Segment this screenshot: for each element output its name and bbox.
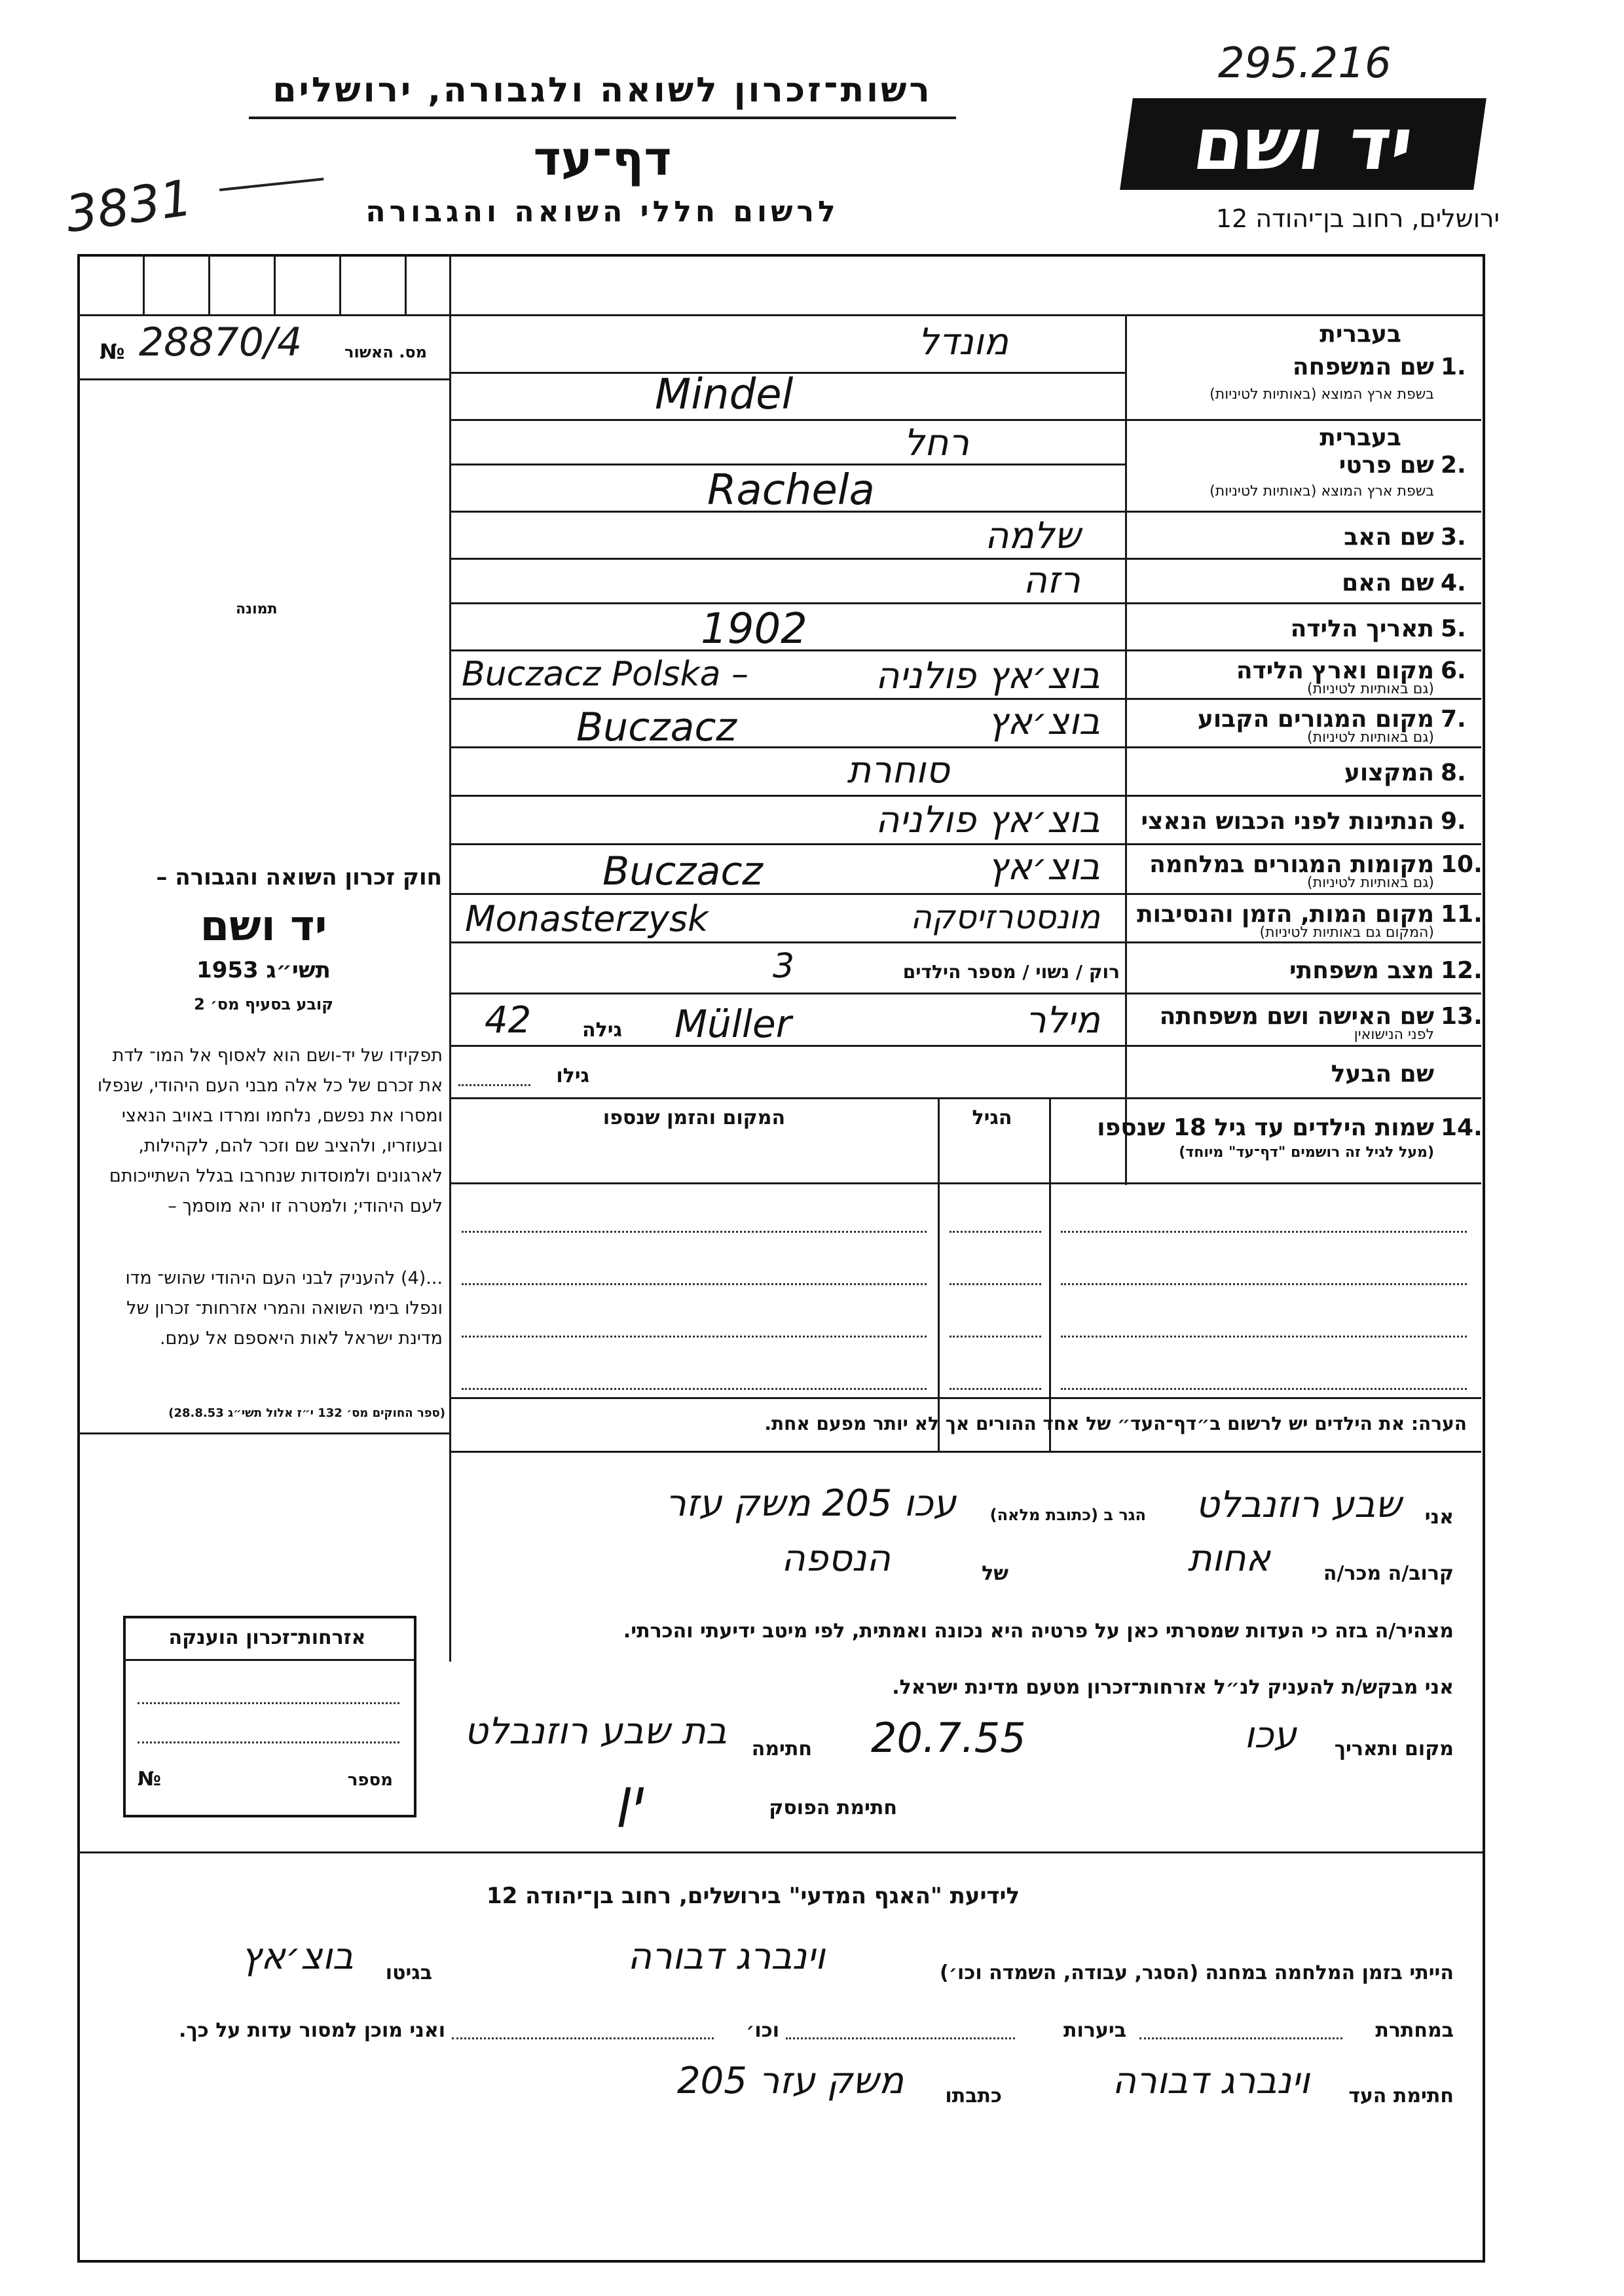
child-row <box>1061 1231 1467 1233</box>
strip-divider <box>339 254 341 314</box>
field-6-hebrew: בוצ׳אץ פולניה <box>875 655 1100 697</box>
strip-divider <box>274 254 276 314</box>
field-8-number: 8. <box>1441 759 1466 786</box>
decl-of-label: של <box>982 1562 1008 1585</box>
field-13-latin: Müller <box>674 1002 792 1046</box>
field-3-number: 3. <box>1441 524 1466 551</box>
top-left-code: 3831 <box>62 168 196 244</box>
top-right-number: 295.216 <box>1218 39 1392 88</box>
field-1-hebrew: מונדל <box>917 321 1008 363</box>
field-2-label: שם פרטי <box>1338 452 1434 479</box>
child-row <box>462 1336 927 1338</box>
info-ghetto-value: בוצ׳אץ <box>241 1935 354 1978</box>
row-line <box>451 649 1481 651</box>
field-11-hebrew: מונסטרזיסקה <box>910 898 1100 936</box>
law-year: תשי״ג 1953 <box>196 957 331 983</box>
row-line <box>451 698 1481 700</box>
field-4-value: רזה <box>1023 559 1080 602</box>
field-11-number: 11. <box>1441 901 1483 928</box>
field-5-label: תאריך הלידה <box>1290 615 1434 642</box>
field-7-number: 7. <box>1441 706 1466 733</box>
field-7-hebrew: בוצ׳אץ <box>987 701 1100 743</box>
decl-signature: בת שבע רוזנבלט <box>464 1710 727 1753</box>
child-row <box>1061 1336 1467 1338</box>
field-9-label: הנתינות לפני הכבוש הנאצי <box>1141 808 1434 835</box>
decl-witness-name: שבע רוזנבלט <box>1195 1484 1401 1526</box>
info-hiding-dots <box>1139 2037 1342 2039</box>
field-1-label: שם המשפחה <box>1292 354 1434 380</box>
field-13-sub: לפני הנישואין <box>1354 1027 1434 1043</box>
field-2-heading: בעברית <box>1320 424 1401 451</box>
field-13-label: שם האישה ושם משפחתה <box>1159 1003 1434 1030</box>
field-2-latin: Rachela <box>707 466 875 515</box>
children-header-line <box>451 1182 1481 1184</box>
child-row <box>950 1231 1041 1233</box>
child-row <box>1061 1283 1467 1285</box>
info-ready-label: ואני מוכן למסור עדות על כך. <box>179 2019 445 2042</box>
decl-relation: אחות <box>1187 1537 1270 1580</box>
children-label: שמות הילדים עד גיל 18 שנספו <box>1097 1114 1434 1141</box>
child-row <box>950 1388 1041 1390</box>
citizenship-line <box>138 1741 399 1743</box>
field-10-number: 10. <box>1441 851 1483 878</box>
record-number: 28870/4 <box>139 319 303 365</box>
decl-place: עכו <box>1244 1714 1297 1757</box>
note-top-line <box>451 1397 1481 1399</box>
info-ghetto-label: בגיטו <box>385 1961 432 1984</box>
field-1-sub: בשפת ארץ המוצא (באותיות לטיניות) <box>1209 386 1434 403</box>
children-col-place: המקום והזמן שנספו <box>602 1106 786 1129</box>
decl-resident-label: הגר ב (כתובת מלאה) <box>989 1506 1146 1524</box>
decl-signature-label: חתימה <box>751 1738 812 1760</box>
info-sig-label: חתימת העד <box>1348 2085 1454 2107</box>
field-5-number: 5. <box>1441 615 1466 642</box>
field-13-age-label: גילה <box>582 1019 622 1042</box>
field-10-latin: Buczacz <box>602 848 763 894</box>
husband-age-dots <box>458 1084 530 1086</box>
law-text: תפקידו של יד-ושם הוא לאסוף אל המו־ לדת את זכרם של כל אלה מבני העם היהודי, שנפלו ומסרו את נפשם, נלחמו ומרדו באויב הנאצי ובעוזריו, ולהציב שם וזכר להם, לקהילות, לארגונים ולמוסדות שנחרבו בגלל השתייכותם לעם היהודי; ולמטרה זו יהא מוסמך – <box>97 1046 443 1216</box>
row-line <box>451 602 1481 604</box>
law-reference: (ספר החוקים מס׳ 132 י״ז אלול תשי״ג 28.8.53) <box>168 1406 445 1420</box>
info-etc-label: וכו׳ <box>746 2019 779 2042</box>
row-line <box>451 843 1481 845</box>
law-text-2: ...(4) להעניק לבני העם היהודי שהוש־ מדו ונפלו בימי השואה והמרי אזרחות־ זכרון של מדינת ישראל לאות היאספם אל עמם. <box>125 1268 443 1349</box>
field-10-label: מקומות המגורים במלחמה <box>1149 851 1434 878</box>
citizenship-title: אזרחות־זכרון הוענקה <box>168 1626 366 1649</box>
husband-age-label: גילו <box>556 1065 589 1087</box>
row-line <box>451 464 1125 465</box>
note-bottom-line <box>451 1451 1481 1453</box>
field-9-value: בוצ׳אץ פולניה <box>875 799 1100 841</box>
field-3-label: שם האב <box>1344 524 1434 551</box>
child-row <box>950 1336 1041 1338</box>
info-hiding-label: במחתרת <box>1375 2019 1454 2042</box>
field-8-value: סוחרת <box>847 749 950 792</box>
law-name: יד ושם <box>200 902 327 951</box>
field-1-latin: Mindel <box>655 371 794 419</box>
top-strip-line <box>77 314 1483 316</box>
child-row <box>462 1231 927 1233</box>
row-line <box>451 795 1481 797</box>
info-forest-label: ביערות <box>1063 2019 1126 2042</box>
header-subtitle: לרשום חללי השואה והגבורה <box>365 195 840 228</box>
field-1-heading: בעברית <box>1320 321 1401 348</box>
citizenship-title-line <box>123 1659 414 1661</box>
record-prefix: № <box>100 339 125 364</box>
field-11-sub: (המקום גם באותיות לטיניות) <box>1259 924 1434 941</box>
info-etc-dots <box>452 2037 714 2039</box>
header-authority: רשות־זכרון לשואה ולגבורה, ירושלים <box>272 71 932 110</box>
field-12-value: 3 <box>773 947 795 986</box>
strip-divider <box>208 254 210 314</box>
strip-divider <box>405 254 407 314</box>
field-12-number: 12. <box>1441 957 1483 984</box>
row-line <box>451 1097 1481 1099</box>
child-row <box>950 1283 1041 1285</box>
info-address-label: כתבתו <box>945 2085 1002 2107</box>
info-title: לידיעת "האגף המדעי" בירושלים, רחוב בן־יהודה 12 <box>486 1883 1020 1909</box>
field-6-sub: (גם באותיות לטיניות) <box>1307 681 1434 697</box>
child-row <box>462 1283 927 1285</box>
field-2-hebrew: רחל <box>903 422 969 464</box>
record-number-row <box>80 321 447 373</box>
children-sub: (מעל לגיל זה רושמים "דף־עד" מיוחד) <box>1179 1144 1434 1161</box>
field-2-number: 2. <box>1441 452 1466 479</box>
field-4-label: שם האם <box>1342 570 1434 596</box>
field-13-number: 13. <box>1441 1003 1483 1030</box>
field-10-hebrew: בוצ׳אץ <box>987 846 1100 888</box>
decl-i-label: אני <box>1424 1506 1454 1529</box>
field-13-age: 42 <box>485 999 532 1042</box>
field-6-label: מקום וארץ הלידה <box>1236 657 1434 684</box>
header-authority-underline <box>249 117 956 119</box>
law-title: חוק זכרון השואה והגבורה – <box>156 864 442 890</box>
top-left-mark <box>213 119 324 191</box>
field-13-hebrew: מילר <box>1025 999 1100 1042</box>
field-7-latin: Buczacz <box>576 704 737 750</box>
decl-of-value: הנספה <box>781 1537 891 1580</box>
yad-vashem-logo: יד ושם <box>1120 98 1486 190</box>
record-label: מס. האשור <box>344 343 427 361</box>
info-top-line <box>77 1851 1483 1853</box>
field-9-number: 9. <box>1441 808 1466 835</box>
info-address-value: משק עזר 205 <box>677 2060 904 2102</box>
photo-label: תמונה <box>236 601 278 617</box>
field-12-label: מצב משפחתי <box>1289 957 1434 984</box>
header-address: ירושלים, רחוב בן־יהודה 12 <box>1215 204 1500 233</box>
decl-official-label: חתימת הפוסק <box>769 1796 897 1819</box>
info-sig-value: וינברג דבורה <box>1112 2060 1310 2102</box>
field-10-sub: (גם באותיות לטיניות) <box>1307 875 1434 891</box>
law-ref-line <box>77 1432 451 1434</box>
strip-divider <box>143 254 145 314</box>
field-7-sub: (גם באותיות לטיניות) <box>1307 729 1434 746</box>
child-row <box>462 1388 927 1390</box>
husband-label: שם הבעל <box>1331 1061 1434 1087</box>
info-camp-value: וינברג דבורה <box>627 1935 825 1978</box>
field-6-number: 6. <box>1441 657 1466 684</box>
field-3-value: שלמה <box>984 515 1080 557</box>
row-line <box>451 1045 1481 1047</box>
field-5-value: 1902 <box>701 605 807 653</box>
decl-request: אני מבקש/ת להעניק לנ״ל אזרחות־זכרון מטעם מדינת ישראל. <box>892 1676 1454 1699</box>
decl-address: עכו 205 משק עזר <box>665 1482 956 1525</box>
note-text: הערה: את הילדים יש לרשום ב״דף־העד״ של אחד ההורים אך לא יותר מפעם אחת. <box>764 1413 1467 1434</box>
decl-statement: מצהיר/ה בזה כי העדות שמסרתי כאן על פרטיה היא נכונה ואמתית, לפי מיטב ידיעתי והכרתי. <box>623 1620 1454 1643</box>
info-camp-label: הייתי בזמן המלחמה במחנה (הסגר, עבודה, השמדה וכו׳) <box>940 1961 1454 1984</box>
field-2-sub: בשפת ארץ המוצא (באותיות לטיניות) <box>1209 483 1434 500</box>
decl-official-mark: ין <box>616 1768 642 1829</box>
child-row <box>1061 1388 1467 1390</box>
field-1-number: 1. <box>1441 354 1466 380</box>
field-4-number: 4. <box>1441 570 1466 596</box>
children-col-age: הגיל <box>972 1106 1012 1129</box>
law-clause: קובע בסעיף מס׳ 2 <box>194 995 333 1013</box>
citizenship-number-prefix: № <box>138 1768 162 1791</box>
info-forest-dots <box>786 2037 1015 2039</box>
field-6-latin: Buczacz Polska – <box>462 655 749 694</box>
record-row-line <box>77 378 451 380</box>
row-line <box>451 941 1481 943</box>
field-11-label: מקום המות, הזמן והנסיבות <box>1137 901 1434 928</box>
decl-date: 20.7.55 <box>871 1714 1026 1762</box>
row-line <box>451 511 1481 513</box>
row-line <box>451 993 1481 994</box>
children-number: 14. <box>1441 1114 1483 1141</box>
decl-relative-label: קרוב/ה מכר/ה <box>1323 1562 1454 1585</box>
header-title: דף־עד <box>533 131 672 186</box>
row-line <box>451 419 1481 421</box>
decl-place-date-label: מקום ותאריך <box>1334 1738 1454 1760</box>
citizenship-line <box>138 1702 399 1704</box>
field-7-label: מקום המגורים הקבוע <box>1197 706 1434 733</box>
citizenship-number-label: מספר <box>347 1770 393 1790</box>
field-8-label: המקצוע <box>1344 759 1434 786</box>
field-11-latin: Monasterzysk <box>465 898 709 939</box>
field-12-inline-label: רוק / נשוי / מספר הילדים <box>902 961 1120 983</box>
